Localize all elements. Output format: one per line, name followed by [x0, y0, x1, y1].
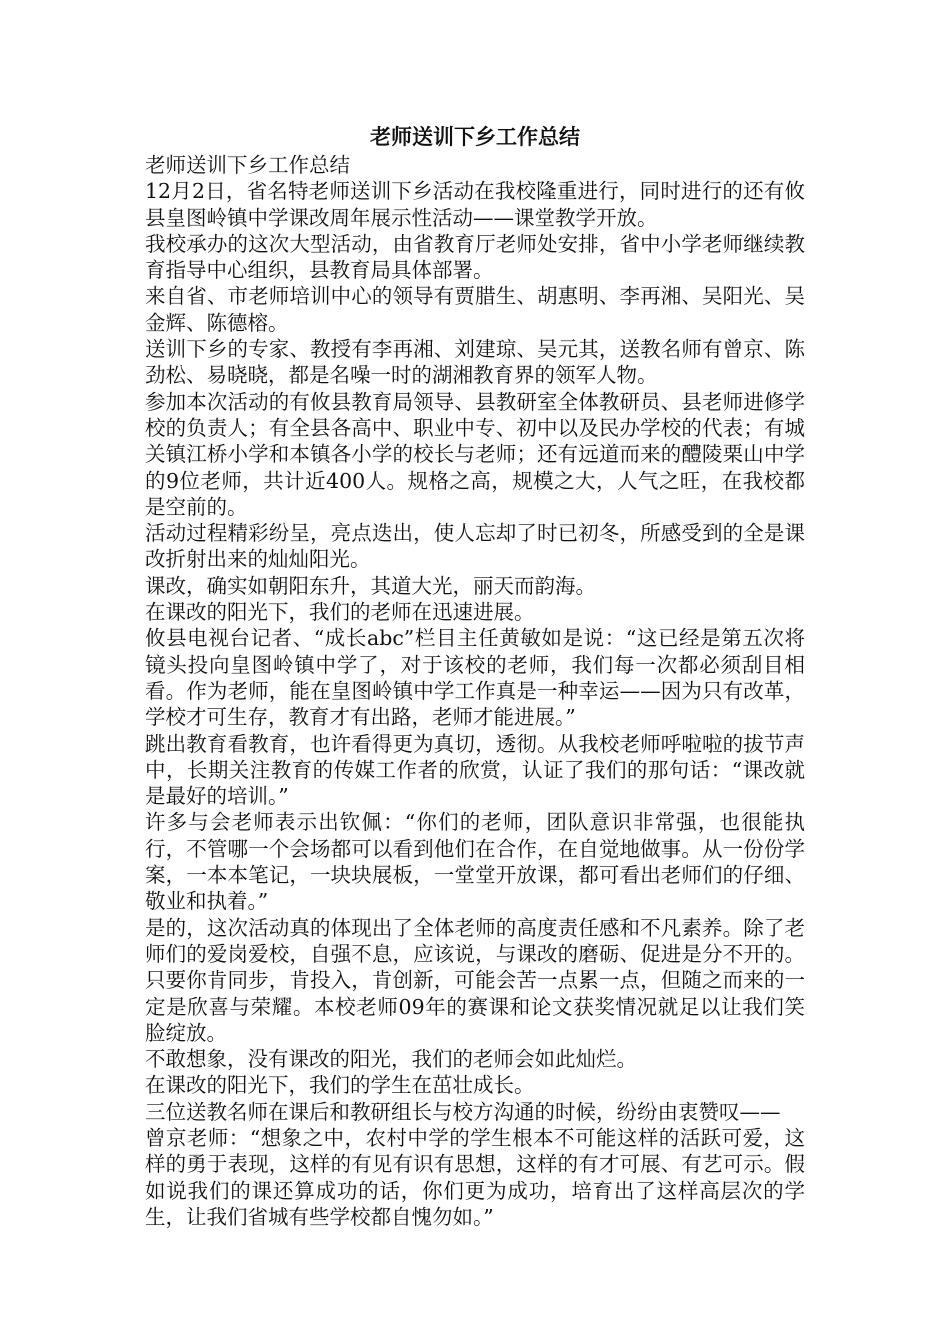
- paragraph: 曾京老师：“想象之中，农村中学的学生根本不可能这样的活跃可爱，这样的勇于表现，这样的有见有识有思想，这样的有才可展、有艺可示。假如说我们的课还算成功的话，你们更为成功，培育出了这样高层次的学生，让我们省城有些学校都自愧勿如。”: [145, 1125, 805, 1229]
- paragraph: 活动过程精彩纷呈，亮点迭出，使人忘却了时已初冬，所感受到的全是课改折射出来的灿灿阳光。: [145, 521, 805, 572]
- paragraph: 送训下乡的专家、教授有李再湘、刘建琼、吴元其，送教名师有曾京、陈劲松、易晓晓，都是名噪一时的湖湘教育界的领军人物。: [145, 337, 805, 388]
- paragraph: 在课改的阳光下，我们的学生在茁壮成长。: [145, 1073, 535, 1098]
- paragraph: 老师送训下乡工作总结: [145, 153, 350, 177]
- paragraph: 三位送教名师在课后和教研组长与校方沟通的时候，纷纷由衷赞叹——: [145, 1099, 781, 1124]
- paragraph: 是的，这次活动真的体现出了全体老师的高度责任感和不凡素养。除了老师们的爱岗爱校，自强不息，应该说，与课改的磨砺、促进是分不开的。只要你肯同步，肯投入，肯创新，可能会苦一点累一点，但随之而来的一定是欣喜与荣耀。本校老师09年的赛课和论文获奖情况就足以让我们笑脸绽放。: [145, 915, 805, 1045]
- paragraph: 我校承办的这次大型活动，由省教育厅老师处安排，省中小学老师继续教育指导中心组织，县教育局具体部署。: [145, 231, 805, 283]
- document-title: 老师送训下乡工作总结: [370, 125, 580, 149]
- paragraph: 不敢想象，没有课改的阳光，我们的老师会如此灿烂。: [145, 1047, 637, 1072]
- paragraph: 来自省、市老师培训中心的领导有贾腊生、胡惠明、李再湘、吴阳光、吴金辉、陈德榕。: [145, 284, 805, 335]
- paragraph: 参加本次活动的有攸县教育局领导、县教研室全体教研员、县老师进修学校的负责人；有全县各高中、职业中专、初中以及民办学校的代表；有城关镇江桥小学和本镇各小学的校长与老师；还有远道而来的醴陵栗山中学的9位老师，共计近400人。规格之高，规模之大，人气之旺，在我校都是空前的。: [145, 389, 805, 519]
- paragraph: 在课改的阳光下，我们的老师在迅速进展。: [145, 600, 535, 625]
- document-body: [145, 122, 805, 1230]
- paragraph: 跳出教育看教育，也许看得更为真切，透彻。从我校老师呼啦啦的拔节声中，长期关注教育的传媒工作者的欣赏，认证了我们的那句话：“课改就是最好的培训。”: [145, 731, 805, 809]
- paragraph: 课改，确实如朝阳东升，其道大光，丽天而韵海。: [145, 573, 596, 598]
- paragraph: 攸县电视台记者、“成长abc”栏目主任黄敏如是说：“这已经是第五次将镜头投向皇图岭镇中学了，对于该校的老师，我们每一次都必须刮目相看。作为老师，能在皇图岭镇中学工作真是一种幸运——因为只有改革，学校才可生存，教育才有出路，老师才能进展。”: [145, 626, 805, 730]
- paragraph: 许多与会老师表示出钦佩：“你们的老师，团队意识非常强，也很能执行，不管哪一个会场都可以看到他们在合作，在自觉地做事。从一份份学案，一本本笔记，一块块展板，一堂堂开放课，都可看出老师们的仔细、敬业和执着。”: [145, 810, 805, 914]
- paragraph: 12月2日，省名特老师送训下乡活动在我校隆重进行，同时进行的还有攸县皇图岭镇中学课改周年展示性活动——课堂教学开放。: [145, 179, 805, 230]
